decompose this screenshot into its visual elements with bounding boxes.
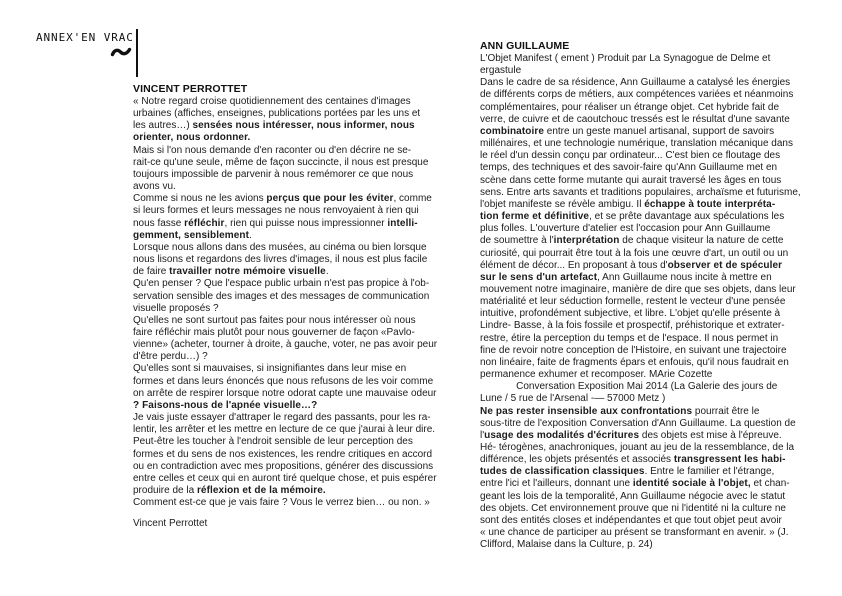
text-line: formes et du sens de nos existences, les rendre critiques en accord: [133, 448, 433, 460]
text-line: entre l'ici et l'ailleurs, donnant une identité sociale à l'objet, et chan-: [480, 478, 790, 490]
text-line: « Notre regard croise quotidiennement des centaines d'images: [133, 96, 411, 107]
text-line: Ne pas rester insensible aux confrontations pourrait être le: [480, 405, 760, 417]
text-line: si leurs formes et leurs messages ne nous renvoyaient à rien qui: [133, 205, 419, 217]
text-line: fine de revoir notre conception de l'Histoire, en suivant une trajectoire: [480, 344, 787, 356]
article-body-vincent-perrottet: [133, 96, 463, 509]
text-line: permanence exhumer et recomposer. MArie Cozette: [480, 369, 713, 381]
text-line: l'usage des modalités d'écritures des objets est mise à l'épreuve.: [480, 429, 782, 441]
text-line: tion ferme et définitive, et se prête davantage aux spéculations les: [480, 211, 785, 223]
text-line: Qu'elles sont si mauvaises, si insignifiantes dans leur mise en: [133, 363, 407, 375]
text-line: de soumettre à l'interprétation de chaque visiteur la nature de cette: [480, 235, 784, 247]
text-line: différence, les objets présentés et associés transgressent les habi-: [480, 454, 786, 466]
text-line: avons vu.: [133, 181, 176, 193]
text-line: ergastule: [480, 65, 522, 77]
text-line: sont des entités closes et indépendantes et que tout objet peut avoir: [480, 514, 782, 526]
text-line: orienter, nous ordonner.: [133, 132, 251, 144]
text-line: matérialité et leur séduction formelle, restent le vecteur d'une pensée: [480, 296, 786, 308]
text-line: de faire travailler notre mémoire visuelle.: [133, 266, 329, 278]
text-line: Peut-être les toucher à l'endroit sensible de leur perception des: [133, 436, 413, 448]
text-line: on arrête de respirer lorsque notre odorat capte une mauvaise odeur: [133, 387, 437, 399]
text-line: d'être perdu…) ?: [133, 351, 208, 363]
text-line: formes et dans leurs énoncés que nous refusons de les voir comme: [133, 375, 434, 387]
text-line: ? Faisons-nous de l'apnée visuelle…?: [133, 399, 318, 411]
text-line: nous lisons et regardons des livres d'images, il nous est plus facile: [133, 254, 428, 266]
article-vincent-perrottet: [133, 83, 463, 530]
article-heading-ann-guillaume: ANN GUILLAUME: [480, 40, 570, 52]
text-line: les autres…) sensées nous intéresser, nous informer, nous: [133, 120, 415, 132]
text-line: Lune / 5 rue de l'Arsenal -— 57000 Metz ): [480, 393, 666, 405]
text-line: servation sensible des images et des messages de communication: [133, 290, 430, 302]
text-line: verre, de cuivre et de caoutchouc tressés est le résultat d'une savante: [480, 113, 790, 125]
text-line: Clifford, Malaise dans la Culture, p. 24): [480, 539, 653, 551]
text-line: combinatoire entre un geste manuel artisanal, support de savoirs: [480, 125, 775, 137]
text-line: tudes de classification classiques. Entre le familier et l'étrange,: [480, 466, 775, 478]
text-line: Lindre- Basse, à la fois fossile et prospectif, préhistorique et extrater-: [480, 320, 785, 332]
article-ann-guillaume: [480, 40, 836, 551]
text-line: gemment, sensiblement.: [133, 229, 252, 241]
text-line: Conversation Exposition Mai 2014 (La Galerie des jours de: [480, 381, 778, 393]
text-line: temps, des techniques et des savoir-faire qu'Ann Guillaume met en: [480, 162, 778, 174]
text-line: geant les lois de la temporalité, Ann Guillaume négocie avec le statut: [480, 490, 786, 502]
text-line: le réel d'un dessin conçu par ordinateur... C'est bien ce floutage des: [480, 150, 781, 162]
text-line: nous fasse réfléchir, rien qui puisse nous impressionner intelli-: [133, 217, 418, 229]
text-line: Comment est-ce que je vais faire ? Vous le verrez bien… ou non. »: [133, 497, 430, 509]
text-line: rait-ce qu'une seule, même de façon succincte, il nous est presque: [133, 156, 429, 168]
text-line: ou en contradiction avec mes propositions, générer des discussions: [133, 460, 434, 472]
text-line: Comme si nous ne les avions perçus que pour les éviter, comme: [133, 193, 432, 205]
text-line: Hé- térogènes, anachroniques, jouant au jeu de la ressemblance, de la: [480, 442, 795, 453]
text-line: élément de décor... En proposant à tous d'observer et de spéculer: [480, 259, 783, 271]
text-line: millénaires, et une technologie numérique, translation mécanique dans: [480, 138, 793, 150]
text-line: Lorsque nous allons dans des musées, au cinéma ou bien lorsque: [133, 241, 427, 253]
text-line: Qu'elles ne sont surtout pas faites pour nous intéresser où nous: [133, 314, 416, 326]
text-line: plus folles. L'ouverture d'atelier est l'occasion pour Ann Guillaume: [480, 223, 771, 235]
masthead-divider-rule: [136, 29, 138, 77]
article-heading-vincent-perrottet: VINCENT PERROTTET: [133, 83, 248, 95]
text-line: scène dans cette forme mutante qui aurait traversé les âges en tous: [480, 174, 782, 186]
text-line: Dans le cadre de sa résidence, Ann Guillaume a catalysé les énergies: [480, 77, 791, 89]
text-line: non linéaire, faite de fragments épars et enfouis, qu'il nous faudrait en: [480, 356, 789, 368]
text-line: visuelle proposés ?: [133, 302, 219, 314]
text-line: urbaines (affiches, enseignes, publications portées par les uns et: [133, 108, 421, 120]
text-line: vienne» (acheter, tourner à droite, à gauche, voter, ne pas avoir peur: [133, 339, 438, 351]
text-line: sens. Entre arts savants et traditions populaires, archaïsme et futurisme,: [480, 186, 801, 198]
text-line: sur le sens d'un artefact, Ann Guillaume nous incite à mettre en: [480, 271, 772, 283]
article-body-ann-guillaume: [480, 53, 836, 551]
text-line: Qu'en penser ? Que l'espace public urbain n'est pas propice à l'ob-: [133, 278, 430, 290]
text-line: curiosité, qui pourrait être tout à la fois une œuvre d'art, un outil ou un: [480, 247, 789, 259]
text-line: faire réfléchir mais plutôt pour nous gouverner de façon «Pavlo-: [133, 326, 415, 338]
text-line: intuitive, profondément subjective, et libre. L'objet qu'elle présente à: [480, 308, 781, 320]
text-line: lentir, les arrêter et les mettre en lecture de ce que j'aurai à leur dire.: [133, 424, 436, 436]
text-line: restre, étire la perception du temps et de l'espace. Il nous permet in: [480, 332, 779, 344]
text-line: L'Objet Manifest ( ement ) Produit par La Synagogue de Delme et: [480, 53, 771, 64]
text-line: mouvement notre imaginaire, manière de dire que ses objets, dans leur: [480, 283, 796, 295]
wave-squiggle-icon: [110, 45, 132, 59]
text-line: toujours impossible de parvenir à nous remémorer ce que nous: [133, 168, 414, 180]
text-line: Mais si l'on nous demande d'en raconter ou d'en décrire ne se-: [133, 144, 412, 156]
text-line: sous-titre de l'exposition Conversation d'Ann Guillaume. La question de: [480, 417, 796, 429]
text-line: produire de la réflexion et de la mémoire.: [133, 485, 326, 496]
text-line: Je vais juste essayer d'attraper le regard des passants, pour les ra-: [133, 412, 431, 424]
brand-title: ANNEX'EN VRAC: [36, 31, 134, 44]
text-line: complémentaires, pour réaliser un étrange objet. Cet hybride fait de: [480, 101, 780, 113]
text-line: l'objet manifeste se révèle ambigu. Il échappe à toute interpréta-: [480, 198, 776, 210]
text-line: « une chance de participer au présent se transformant en avenir. » (J.: [480, 527, 789, 539]
text-line: des objets. Cet environnement prouve que ni l'identité ni la culture ne: [480, 502, 786, 514]
text-line: de différents corps de métiers, aux compétences variées et néanmoins: [480, 89, 794, 101]
article-signature: Vincent Perrottet: [133, 518, 208, 530]
text-line: entre celles et ceux qui en auront tiré quelque chose, et puis espérer: [133, 472, 437, 484]
